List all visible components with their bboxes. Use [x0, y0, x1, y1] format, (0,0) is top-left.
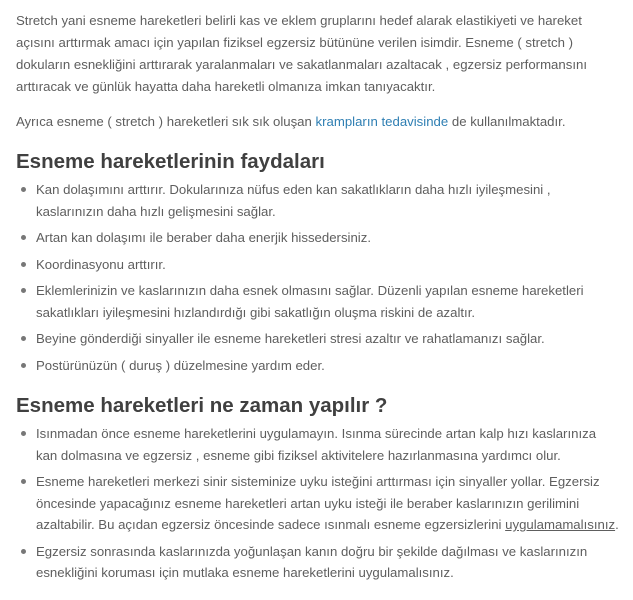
intro-paragraph: Stretch yani esneme hareketleri belirli kas ve eklem gruplarını hedef alarak elastikiyeti ve hareket açısını arttırmak amacı için yapılan fiziksel egzersiz bütününe verilen isimdir. Esneme ( stretch ) dokuların esnekliğini arttırarak yaralanmaları ve sakatlanmaları azaltacak , egzersiz performansını arttıracak ve günlük hayatta daha hareketli olmanıza imkan tanıyacaktır. — [16, 13, 587, 94]
list-item: Eklemlerinizin ve kaslarınızın daha esnek olmasını sağlar. Düzenli yapılan esneme hareketleri sakatlıkları iyileşmesini hızlandırdığı gibi sakatlığın oluşma riskini de azaltır. — [16, 280, 619, 323]
bullet-icon — [21, 431, 26, 436]
benefits-heading: Esneme hareketlerinin faydaları — [16, 150, 325, 173]
bullet-icon — [21, 187, 26, 192]
cramp-treatment-link[interactable]: krampların tedavisinde — [315, 114, 449, 129]
list-item: Kan dolaşımını arttırır. Dokularınıza nüfus eden kan sakatlıkların daha hızlı iyileşmesini , kaslarınızın daha hızlı gelişmesini sağlar. — [16, 179, 619, 222]
when-heading: Esneme hareketleri ne zaman yapılır ? — [16, 394, 388, 417]
list-item: Artan kan dolaşımı ile beraber daha enerjik hissedersiniz. — [16, 227, 619, 249]
apply-not-link[interactable]: uygulamamalısınız — [505, 517, 616, 532]
list-item: Isınmadan önce esneme hareketlerini uygulamayın. Isınma sürecinde artan kalp hızı kaslarınıza kan dolmasına ve egzersiz , esneme gibi fiziksel aktivitelere hazırlanmasına yardımcı olur. — [16, 423, 619, 466]
list-item: Beyine gönderdiği sinyaller ile esneme hareketleri stresi azaltır ve rahatlamanızı sağlar. — [16, 328, 619, 350]
cramp-text-before: Ayrıca esneme ( stretch ) hareketleri sık sık oluşan — [16, 114, 316, 129]
list-item: Esneme hareketleri merkezi sinir sisteminize uyku isteğini arttırması için sinyaller yollar. Egzersiz öncesinde yapacağınız esneme hareketleri artan uyku isteği ile beraber kaslarınızın gerilimini azaltabilir. Bu açıdan egzersiz öncesinde sadece ısınmalı esneme egzersizlerini uygulamamalısınız. — [16, 471, 619, 536]
bullet-icon — [21, 479, 26, 484]
list-item: Koordinasyonu arttırır. — [16, 254, 619, 276]
benefits-list — [16, 179, 619, 376]
list-item: Postürünüzün ( duruş ) düzelmesine yardım eder. — [16, 355, 619, 377]
cramp-paragraph — [16, 111, 619, 133]
bullet-icon — [21, 235, 26, 240]
when-list — [16, 423, 619, 584]
bullet-icon — [21, 336, 26, 341]
cramp-text-after: de kullanılmaktadır. — [448, 114, 566, 129]
bullet-icon — [21, 549, 26, 554]
bullet-icon — [21, 288, 26, 293]
bullet-icon — [21, 262, 26, 267]
bullet-icon — [21, 363, 26, 368]
list-item: Egzersiz sonrasında kaslarınızda yoğunlaşan kanın doğru bir şekilde dağılması ve kaslarınızın esnekliğini koruması için mutlaka esneme hareketlerini uygulamalısınız. — [16, 541, 619, 584]
